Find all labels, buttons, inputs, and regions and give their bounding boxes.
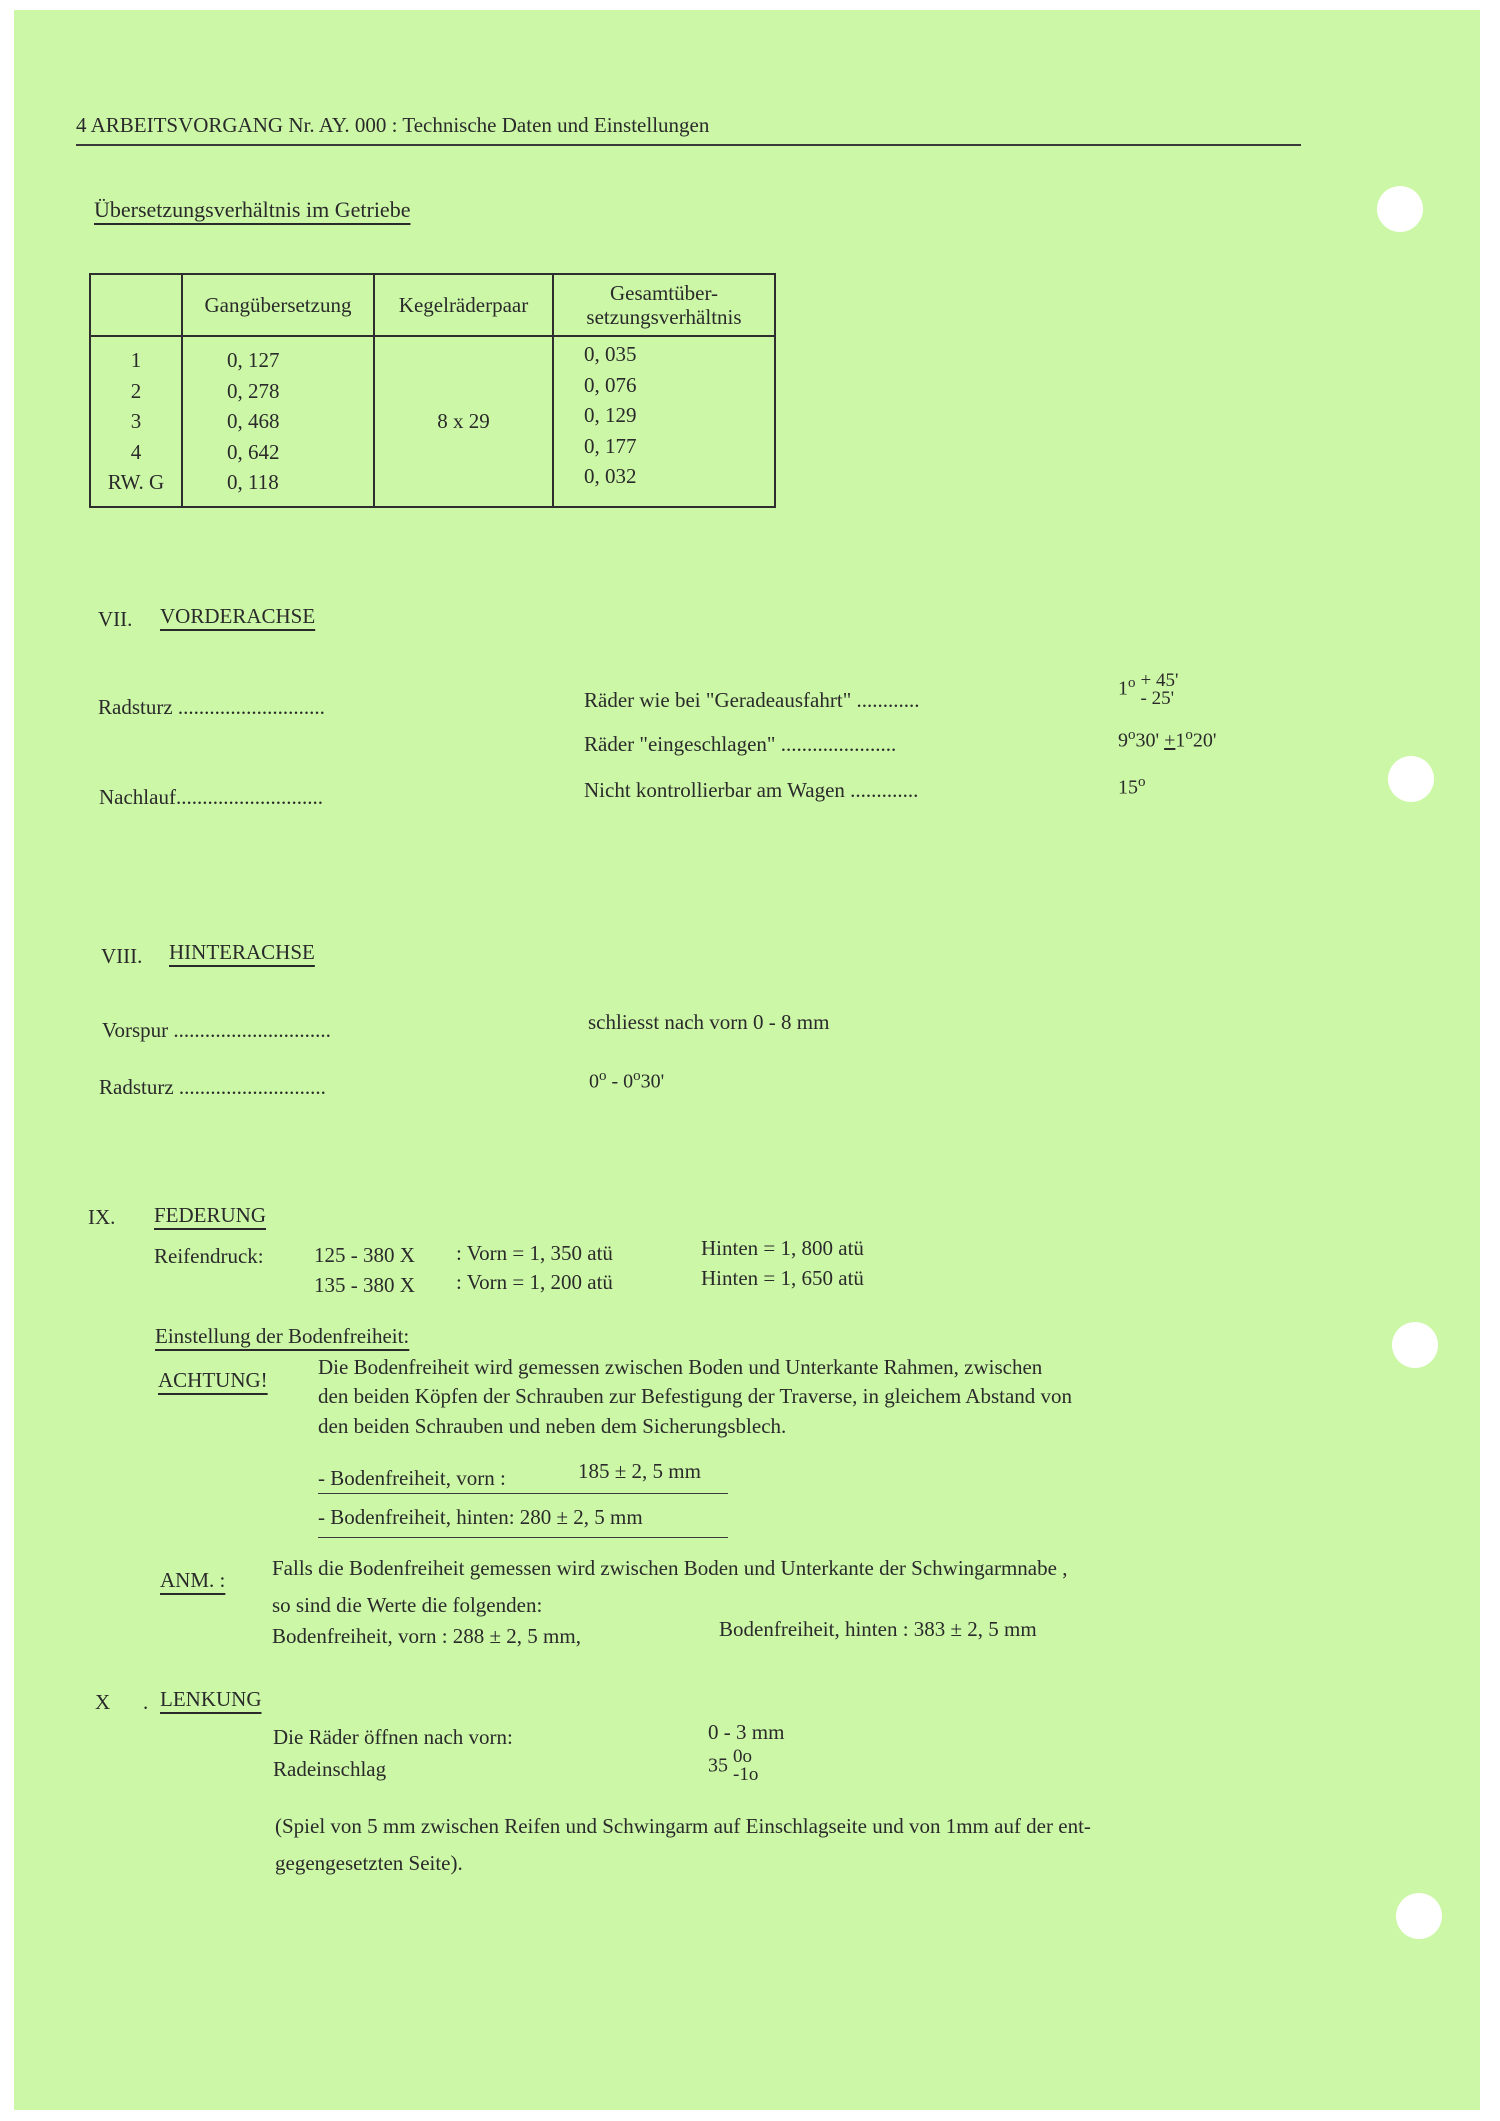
table-body-row <box>90 336 775 507</box>
kegel-cell: 8 x 29 <box>374 336 553 507</box>
table-header-cell <box>90 274 182 336</box>
table-header-cell: Gesamtüber- setzungsverhältnis <box>553 274 775 336</box>
radsturz-straight-text: Räder wie bei "Geradeausfahrt" ............ <box>584 688 920 712</box>
radsturz-label: Radsturz ............................ <box>98 695 325 719</box>
section-number: VIII. <box>101 944 143 968</box>
section-number: X <box>95 1690 111 1714</box>
table-header-cell: Kegelräderpaar <box>374 274 553 336</box>
table-cell: 0, 076 <box>584 372 637 397</box>
table-cell: 0, 468 <box>227 409 280 433</box>
gear-column <box>90 336 182 507</box>
vorspur-value: schliesst nach vorn 0 - 8 mm <box>588 1010 830 1034</box>
section-title-federung: FEDERUNG <box>154 1203 267 1227</box>
punch-hole <box>1396 1893 1442 1939</box>
radsturz-turned-text: Räder "eingeschlagen" ...................... <box>584 732 897 756</box>
header-rule <box>76 144 1301 146</box>
gear-ratio-table <box>89 273 776 508</box>
anm-line: Falls die Bodenfreiheit gemessen wird zwischen Boden und Unterkante der Schwingarmnabe , <box>272 1556 1068 1580</box>
achtung-line: den beiden Köpfen der Schrauben zur Befestigung der Traverse, in gleichem Abstand von <box>318 1384 1073 1408</box>
tyre-type: 135 - 380 X <box>314 1273 415 1297</box>
einstellung-title: Einstellung der Bodenfreiheit: <box>155 1324 410 1348</box>
underline-rule <box>318 1537 728 1538</box>
pressure-rear: Hinten = 1, 800 atü <box>701 1236 864 1260</box>
table-cell: 0, 032 <box>584 464 637 488</box>
pressure-front: : Vorn = 1, 350 atü <box>456 1241 613 1265</box>
table-cell: 0, 127 <box>227 348 280 372</box>
bodenfreiheit-vorn-value: 185 ± 2, 5 mm <box>578 1459 701 1483</box>
table-cell: 2 <box>130 378 142 403</box>
gang-column <box>182 336 374 507</box>
achtung-label: ACHTUNG! <box>158 1368 268 1392</box>
bodenfreiheit-vorn: - Bodenfreiheit, vorn : <box>318 1466 506 1490</box>
anm-hinten: Bodenfreiheit, hinten : 383 ± 2, 5 mm <box>719 1617 1037 1641</box>
nachlauf-value: 15$^o$ <box>1118 774 1146 799</box>
radeinschlag-value: 35 0o -1o <box>708 1746 759 1785</box>
hinterachse-radsturz-label: Radsturz ............................ <box>99 1075 326 1099</box>
anm-label: ANM. : <box>160 1568 226 1592</box>
table-cell: 0, 118 <box>227 470 279 494</box>
nachlauf-text: Nicht kontrollierbar am Wagen ............. <box>584 778 919 802</box>
radsturz-straight-value: 1$^o$ + 45' - 25' <box>1118 670 1179 709</box>
nachlauf-label: Nachlauf............................ <box>99 785 323 809</box>
table-cell: 0, 642 <box>227 439 280 464</box>
table-cell: 0, 278 <box>227 378 280 403</box>
anm-line: so sind die Werte die folgenden: <box>272 1593 543 1617</box>
section-dot: . <box>143 1690 149 1714</box>
pressure-front: : Vorn = 1, 200 atü <box>456 1270 613 1294</box>
punch-hole <box>1388 756 1434 802</box>
table-header-row <box>90 274 775 336</box>
table-cell: RW. G <box>107 470 165 494</box>
table-cell: 0, 035 <box>584 342 637 366</box>
table-cell: 1 <box>130 348 142 372</box>
gesamt-column <box>553 336 775 507</box>
table-cell: 0, 177 <box>584 433 637 458</box>
table-cell: 0, 129 <box>584 403 637 427</box>
tyre-type: 125 - 380 X <box>314 1243 415 1267</box>
lenkung-row-label: Die Räder öffnen nach vorn: <box>273 1725 513 1749</box>
pressure-rear: Hinten = 1, 650 atü <box>701 1266 864 1290</box>
radsturz-turned-value: $9^o30' +1^o20'$ <box>1118 727 1217 752</box>
lenkung-note-line: gegengesetzten Seite). <box>275 1851 463 1875</box>
anm-vorn: Bodenfreiheit, vorn : 288 ± 2, 5 mm, <box>272 1624 581 1648</box>
table-header-cell: Gangübersetzung <box>182 274 374 336</box>
lenkung-note-line: (Spiel von 5 mm zwischen Reifen und Schwingarm auf Einschlagseite und von 1mm auf der ent- <box>275 1814 1091 1838</box>
section-title-vorderachse: VORDERACHSE <box>160 604 316 628</box>
punch-hole <box>1392 1322 1438 1368</box>
vorspur-label: Vorspur .............................. <box>102 1018 331 1042</box>
bodenfreiheit-hinten: - Bodenfreiheit, hinten: 280 ± 2, 5 mm <box>318 1505 643 1529</box>
achtung-line: den beiden Schrauben und neben dem Sicherungsblech. <box>318 1414 787 1438</box>
section-title-lenkung: LENKUNG <box>160 1687 262 1711</box>
section-number: VII. <box>98 607 133 631</box>
hinterachse-radsturz-value: 0$^o$ - 0$^o$30' <box>589 1068 665 1093</box>
section-title-hinterachse: HINTERACHSE <box>169 940 315 964</box>
underline-rule <box>318 1493 728 1494</box>
reifendruck-label: Reifendruck: <box>154 1244 264 1268</box>
lenkung-row-label: Radeinschlag <box>273 1757 387 1781</box>
lenkung-row-value: 0 - 3 mm <box>708 1720 785 1744</box>
section-number: IX. <box>88 1205 116 1229</box>
table-cell: 4 <box>130 439 142 464</box>
gear-section-title: Übersetzungsverhältnis im Getriebe <box>94 197 411 222</box>
achtung-line: Die Bodenfreiheit wird gemessen zwischen Boden und Unterkante Rahmen, zwischen <box>318 1355 1043 1379</box>
page-header: 4 ARBEITSVORGANG Nr. AY. 000 : Technische Daten und Einstellungen <box>76 113 710 137</box>
table-cell: 3 <box>130 409 142 433</box>
punch-hole <box>1377 186 1423 232</box>
